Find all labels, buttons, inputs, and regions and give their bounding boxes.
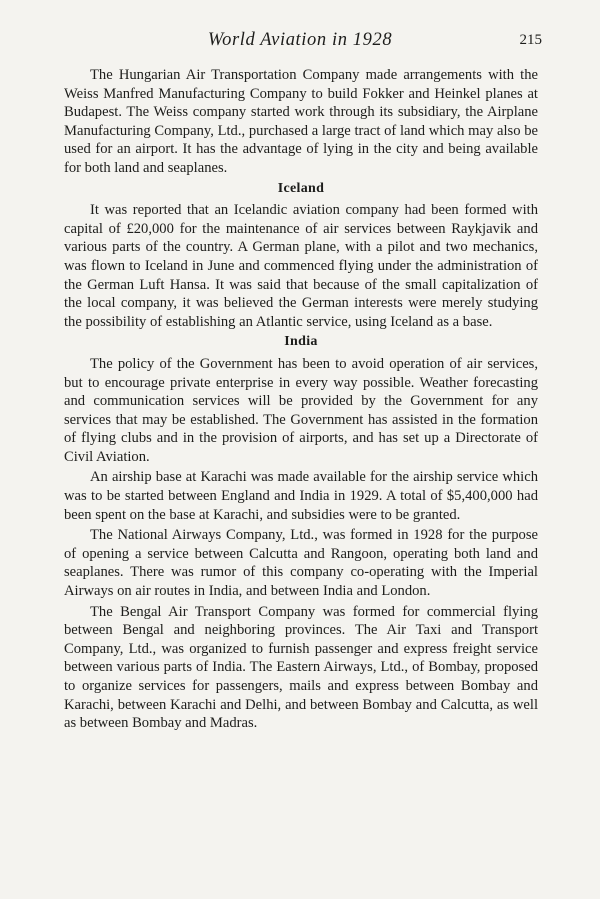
body-text <box>64 66 538 735</box>
section-heading-india: India <box>284 334 318 350</box>
paragraph: It was reported that an Icelandic aviation company had been formed with capital of £20,000 for the maintenance of air services between Raykjavik and various parts of the country. A German plane, with a pilot and two mechanics, was flown to Iceland in June and commenced flying under the administration of the German Luft Hansa. It was said that because of the small capitalization of the local company, it was believed the German interests were merely studying the possibility of establishing an Atlantic service, using Iceland as a base. <box>64 202 538 330</box>
paragraph: An airship base at Karachi was made available for the airship service which was to be started between England and India in 1929. A total of $5,400,000 had been spent on the base at Karachi, and subsidies were to be granted. <box>64 469 538 523</box>
page-number: 215 <box>519 32 542 48</box>
paragraph: The policy of the Government has been to avoid operation of air services, but to encourage private enterprise in every way possible. Weather forecasting and communication services will be provided by the Government for any services that may be established. The Government has assisted in the formation of flying clubs and in the provision of airports, and has set up a Directorate of Civil Aviation. <box>64 355 538 465</box>
paragraph: The Bengal Air Transport Company was formed for commercial flying between Bengal and neighboring provinces. The Air Taxi and Transport Company, Ltd., was organized to furnish passenger and express freight service between various parts of India. The Eastern Airways, Ltd., of Bombay, proposed to organize services for passengers, mails and express between Bombay and Karachi, between Karachi and Delhi, and between Bombay and Calcutta, as well as between Bombay and Madras. <box>64 603 538 732</box>
paragraph: The Hungarian Air Transportation Company made arrangements with the Weiss Manfred Manufacturing Company to build Fokker and Heinkel planes at Budapest. The Weiss company started work through its subsidiary, the Airplane Manufacturing Company, Ltd., purchased a large tract of land which may also be used for an airport. It has the advantage of lying in the city and being available for both land and seaplanes. <box>64 67 538 176</box>
section-heading-iceland: Iceland <box>277 180 325 196</box>
paragraph: The National Airways Company, Ltd., was formed in 1928 for the purpose of opening a service between Calcutta and Rangoon, operating both land and seaplanes. There was rumor of this company co-operating with the Imperial Airways on air routes in India, and between India and London. <box>64 527 538 600</box>
running-title: World Aviation in 1928 <box>207 30 393 50</box>
running-head <box>0 30 600 54</box>
